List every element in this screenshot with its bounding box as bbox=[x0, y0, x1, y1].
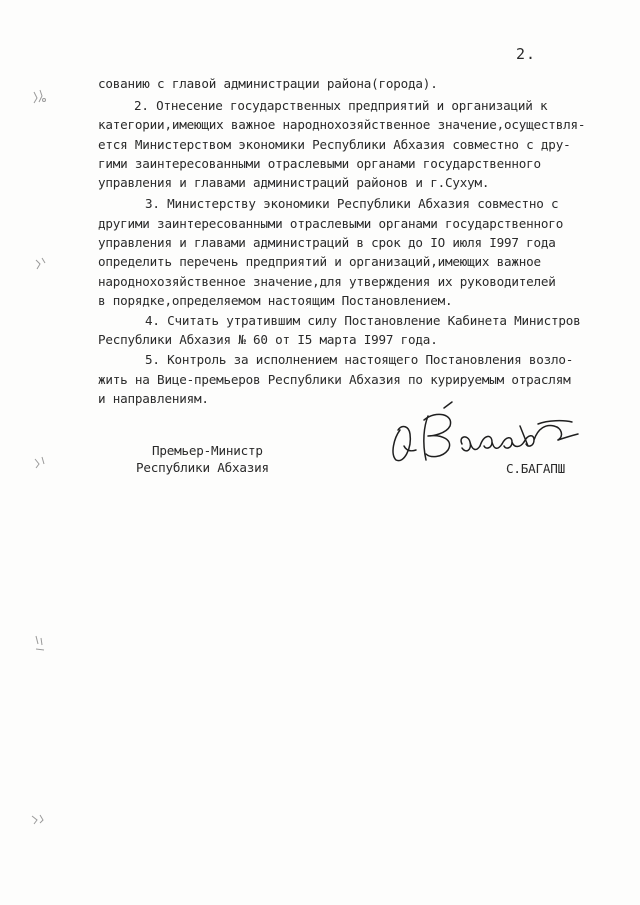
page-number: 2. bbox=[516, 45, 537, 63]
paragraph-line-9: управления и главами администраций в срок до IO июля I997 года bbox=[98, 235, 556, 250]
hole-punch-mark bbox=[28, 808, 50, 830]
paragraph-line-7: 3. Министерству экономики Республики Абхазия совместно с bbox=[145, 196, 559, 211]
paragraph-line-14: Республики Абхазия № 60 от I5 марта I997 года. bbox=[98, 332, 438, 347]
hole-punch-mark bbox=[30, 632, 52, 654]
signatory-name: С.БАГАПШ bbox=[506, 461, 566, 476]
paragraph-line-3: категории,имеющих важное народнохозяйственное значение,осуществля- bbox=[98, 117, 586, 132]
hole-punch-mark bbox=[28, 86, 50, 108]
paragraph-line-5: гими заинтересованными отраслевыми органами государственного bbox=[98, 156, 541, 171]
paragraph-line-10: определить перечень предприятий и организаций,имеющих важное bbox=[98, 254, 541, 269]
paragraph-line-4: ется Министерством экономики Республики Абхазия совместно с дру- bbox=[98, 137, 571, 152]
hole-punch-mark bbox=[30, 252, 52, 274]
paragraph-line-8: другими заинтересованными отраслевыми органами государственного bbox=[98, 216, 564, 231]
paragraph-line-13: 4. Считать утратившим силу Постановление Кабинета Министров bbox=[145, 313, 581, 328]
position-title-line-1: Премьер-Министр bbox=[152, 443, 263, 458]
paragraph-line-17: и направлениям. bbox=[98, 391, 209, 406]
paragraph-line-2: 2. Отнесение государственных предприятий и организаций к bbox=[134, 98, 548, 113]
paragraph-line-11: народнохозяйственное значение,для утверждения их руководителей bbox=[98, 274, 556, 289]
hole-punch-mark bbox=[30, 452, 52, 474]
paragraph-line-12: в порядке,определяемом настоящим Постановлением. bbox=[98, 293, 453, 308]
paragraph-line-15: 5. Контроль за исполнением настоящего Постановления возло- bbox=[145, 352, 574, 367]
position-title-line-2: Республики Абхазия bbox=[136, 460, 269, 475]
paragraph-line-16: жить на Вице-премьеров Республики Абхазия по курируемым отраслям bbox=[98, 372, 571, 387]
paragraph-line-6: управления и главами администраций районов и г.Сухум. bbox=[98, 175, 490, 190]
handwritten-signature bbox=[388, 398, 598, 468]
paragraph-line-1: сованию с главой администрации района(города). bbox=[98, 76, 438, 91]
